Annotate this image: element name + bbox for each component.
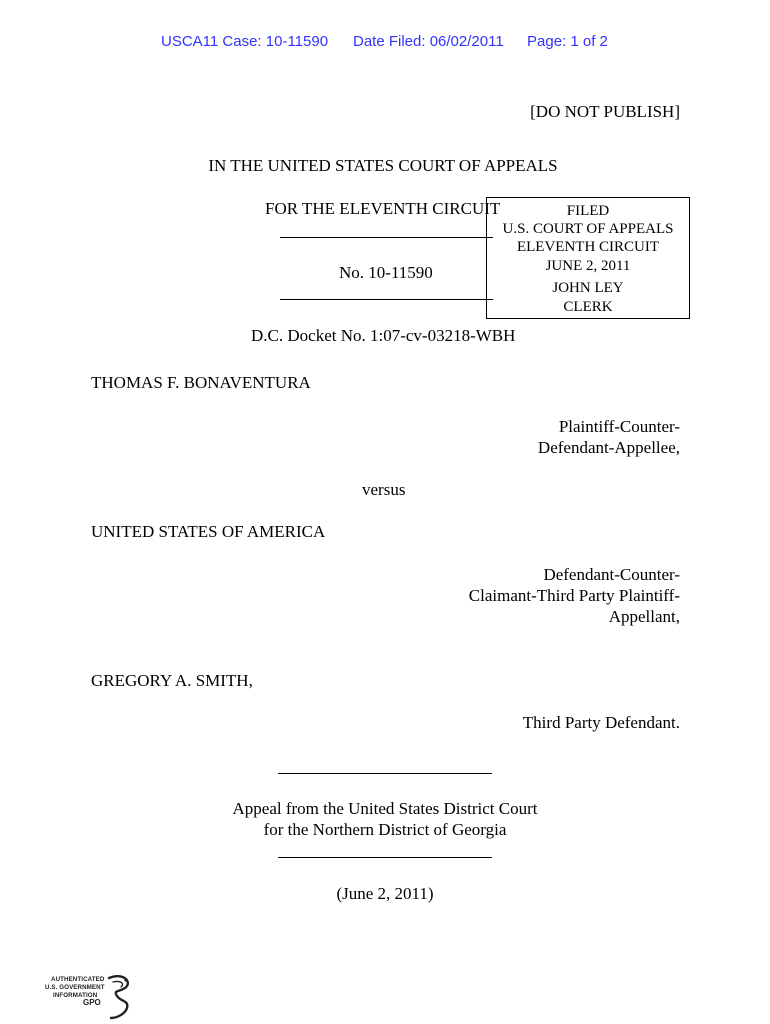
gpo-authentication-logo: AUTHENTICATED U.S. GOVERNMENT INFORMATION GPO — [45, 974, 135, 1020]
plaintiff-role-line1: Plaintiff-Counter- — [558, 417, 680, 436]
docket-number: D.C. Docket No. 1:07-cv-03218-WBH — [251, 326, 516, 345]
separator-rule — [278, 773, 492, 774]
decision-date: (June 2, 2011) — [336, 884, 434, 903]
court-title: IN THE UNITED STATES COURT OF APPEALS — [208, 156, 558, 175]
third-party-role: Third Party Defendant. — [522, 713, 680, 732]
defendant-role-line1: Defendant-Counter- — [543, 565, 680, 584]
defendant-role-line2: Claimant-Third Party Plaintiff- — [468, 586, 680, 605]
separator-rule — [280, 299, 493, 300]
filed-stamp — [486, 197, 690, 319]
separator-rule — [280, 237, 493, 238]
filed-date: JUNE 2, 2011 — [545, 258, 631, 274]
filed-court: U.S. COURT OF APPEALS — [502, 221, 674, 237]
date-filed-header: Date Filed: 06/02/2011 — [353, 33, 504, 50]
versus-label: versus — [362, 480, 406, 499]
plaintiff-name: THOMAS F. BONAVENTURA — [91, 373, 311, 392]
publish-status: [DO NOT PUBLISH] — [530, 102, 680, 121]
filed-clerk-title: CLERK — [563, 299, 613, 315]
eagle-swoosh-icon — [103, 974, 135, 1020]
page-number-header: Page: 1 of 2 — [527, 33, 608, 50]
appeal-line2: for the Northern District of Georgia — [263, 820, 507, 839]
filed-circuit: ELEVENTH CIRCUIT — [516, 239, 660, 255]
filed-clerk-name: JOHN LEY — [552, 280, 624, 296]
defendant-role-line3: Appellant, — [608, 607, 680, 626]
case-number: No. 10-11590 — [339, 263, 433, 282]
separator-rule — [278, 857, 492, 858]
circuit-title: FOR THE ELEVENTH CIRCUIT — [265, 199, 501, 218]
plaintiff-role-line2: Defendant-Appellee, — [537, 438, 680, 457]
case-number-header: USCA11 Case: 10-11590 — [161, 33, 329, 50]
appeal-line1: Appeal from the United States District Court — [232, 799, 538, 818]
third-party-name: GREGORY A. SMITH, — [91, 671, 253, 690]
filed-label: FILED — [566, 203, 610, 219]
defendant-name: UNITED STATES OF AMERICA — [91, 522, 326, 541]
